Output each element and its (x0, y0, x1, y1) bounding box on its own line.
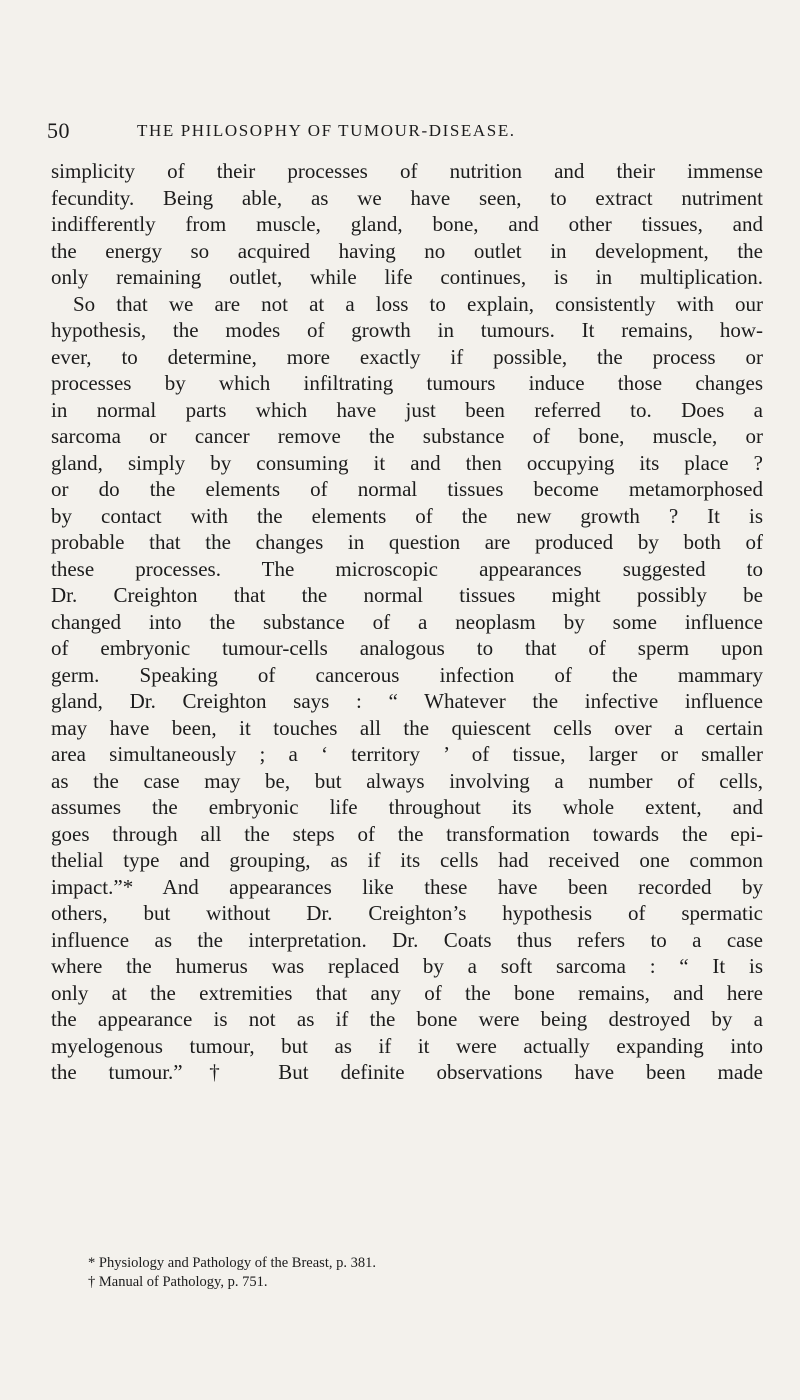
text-line: hypothesis, the modes of growth in tumours. It remains, how- (51, 318, 763, 342)
text-line: gland, Dr. Creighton says : “ Whatever the infective influence (51, 689, 763, 713)
running-head: THE PHILOSOPHY OF TUMOUR-DISEASE. (137, 121, 516, 140)
text-line: thelial type and grouping, as if its cells had received one common (51, 848, 763, 872)
footnote: * Physiology and Pathology of the Breast, p. 381. (88, 1255, 376, 1271)
text-line: processes by which infiltrating tumours induce those changes (51, 371, 763, 395)
text-line: sarcoma or cancer remove the substance of bone, muscle, or (51, 424, 763, 448)
text-line: as the case may be, but always involving a number of cells, (51, 768, 763, 793)
text-line: changed into the substance of a neoplasm by some influence (51, 609, 763, 634)
text-line: fecundity. Being able, as we have seen, to extract nutriment (51, 185, 763, 210)
footnotes (88, 1254, 748, 1292)
page-header (47, 118, 767, 148)
text-line: ever, to determine, more exactly if possible, the process or (51, 344, 763, 369)
body-text (51, 158, 763, 1086)
text-line: impact.”* And appearances like these have been recorded by (51, 874, 763, 899)
text-line: may have been, it touches all the quiescent cells over a certain (51, 715, 763, 740)
text-line: goes through all the steps of the transformation towards the epi- (51, 821, 763, 846)
text-line: assumes the embryonic life throughout its whole extent, and (51, 795, 763, 819)
text-line: by contact with the elements of the new growth ? It is (51, 503, 763, 528)
footnote: † Manual of Pathology, p. 751. (88, 1274, 268, 1290)
text-line: gland, simply by consuming it and then occupying its place ? (51, 450, 763, 475)
text-line: these processes. The microscopic appearances suggested to (51, 556, 763, 581)
text-line: where the humerus was replaced by a soft sarcoma : “ It is (51, 954, 763, 978)
text-line: in normal parts which have just been referred to. Does a (51, 397, 763, 422)
text-line: Dr. Creighton that the normal tissues might possibly be (51, 583, 763, 607)
text-line: the tumour.”† But definite observations have been made (51, 1060, 763, 1084)
text-line: of embryonic tumour-cells analogous to that of sperm upon (51, 636, 763, 660)
text-line: myelogenous tumour, but as if it were actually expanding into (51, 1033, 763, 1058)
text-line: only remaining outlet, while life continues, is in multiplication. (51, 265, 763, 289)
text-line: So that we are not at a loss to explain, consistently with our (73, 291, 763, 316)
text-line: germ. Speaking of cancerous infection of the mammary (51, 662, 763, 687)
text-line: the appearance is not as if the bone were being destroyed by a (51, 1007, 763, 1031)
text-line: others, but without Dr. Creighton’s hypothesis of spermatic (51, 901, 763, 925)
text-line: simplicity of their processes of nutrition and their immense (51, 159, 763, 183)
text-line: only at the extremities that any of the bone remains, and here (51, 980, 763, 1005)
text-line: indifferently from muscle, gland, bone, and other tissues, and (51, 212, 763, 236)
text-line: influence as the interpretation. Dr. Coats thus refers to a case (51, 927, 763, 952)
text-line: probable that the changes in question are produced by both of (51, 530, 763, 554)
text-line: or do the elements of normal tissues become metamorphosed (51, 477, 763, 501)
text-line: area simultaneously ; a ‘ territory ’ of tissue, larger or smaller (51, 742, 763, 766)
page-number: 50 (47, 118, 70, 143)
text-line: the energy so acquired having no outlet in development, the (51, 238, 763, 263)
